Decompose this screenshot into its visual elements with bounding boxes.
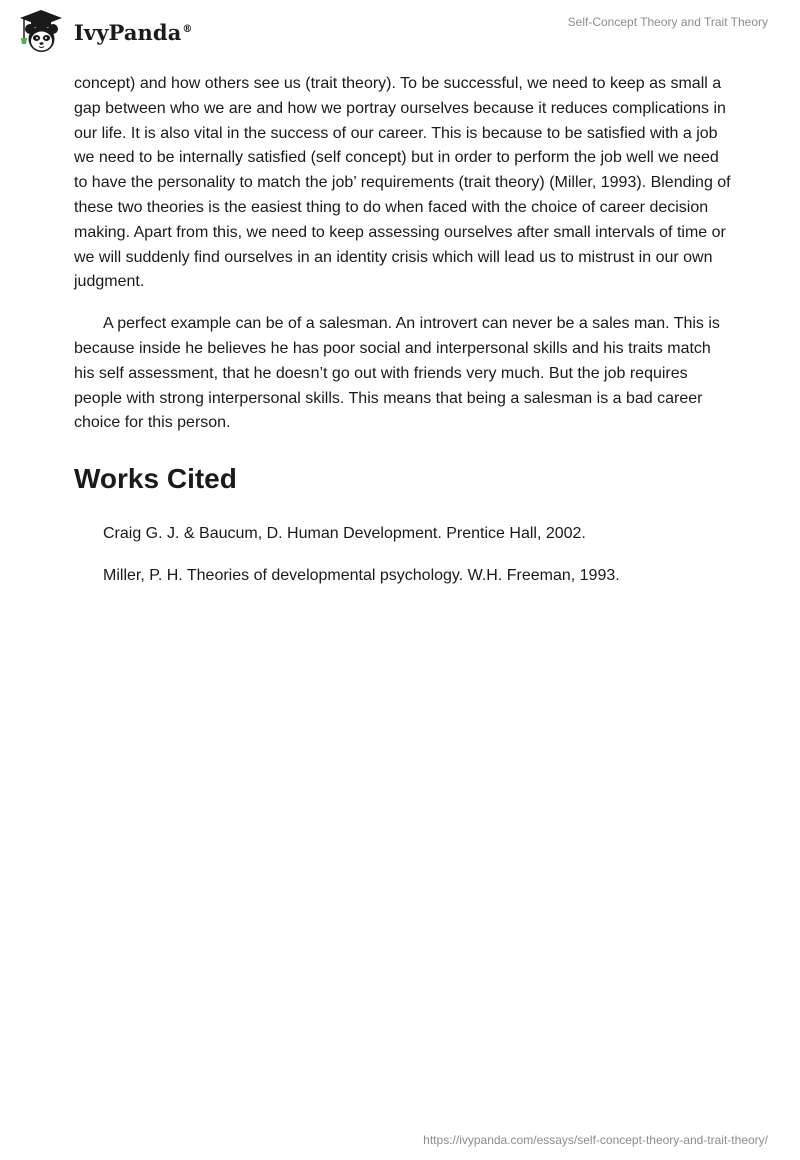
citation-list bbox=[74, 522, 734, 588]
brand-name: IvyPanda® bbox=[74, 19, 193, 45]
body-paragraph-2: A perfect example can be of a salesman. An introvert can never be a sales man. This is because inside he believes he has poor social and interpersonal skills and his traits match his self assessment, that he doesn’t go out with friends very much. But the job requires people with strong interpersonal skills. This means that being a salesman is a bad career choice for this person. bbox=[74, 315, 720, 432]
page-header bbox=[0, 0, 800, 64]
citation-item: Miller, P. H. Theories of developmental psychology. W.H. Freeman, 1993. bbox=[103, 567, 620, 585]
body-paragraph-1: concept) and how others see us (trait theory). To be successful, we need to keep as small a gap between who we are and how we portray ourselves because it reduces complications in our life. It is also vital in the success of our career. This is because to be satisfied with a job we need to be internally satisfied (self concept) but in order to perform the job well we need to have the personality to match the job’ requirements (trait theory) (Miller, 1993). Blending of these two theories is the easiest thing to do when faced with the choice of career decision making. Apart from this, we need to keep assessing ourselves after small intervals of time or we will suddenly find ourselves in an identity crisis which will lead us to mistrust in our own judgment. bbox=[74, 75, 731, 291]
works-cited-heading: Works Cited bbox=[74, 463, 237, 495]
panda-graduate-icon bbox=[14, 8, 72, 56]
registered-mark: ® bbox=[182, 23, 193, 35]
ivypanda-logo[interactable] bbox=[14, 8, 193, 56]
citation-item: Craig G. J. & Baucum, D. Human Development. Prentice Hall, 2002. bbox=[103, 525, 586, 543]
essay-content bbox=[74, 72, 734, 606]
source-url-link[interactable]: https://ivypanda.com/essays/self-concept-theory-and-trait-theory/ bbox=[423, 1133, 768, 1147]
document-title: Self-Concept Theory and Trait Theory bbox=[567, 15, 768, 29]
